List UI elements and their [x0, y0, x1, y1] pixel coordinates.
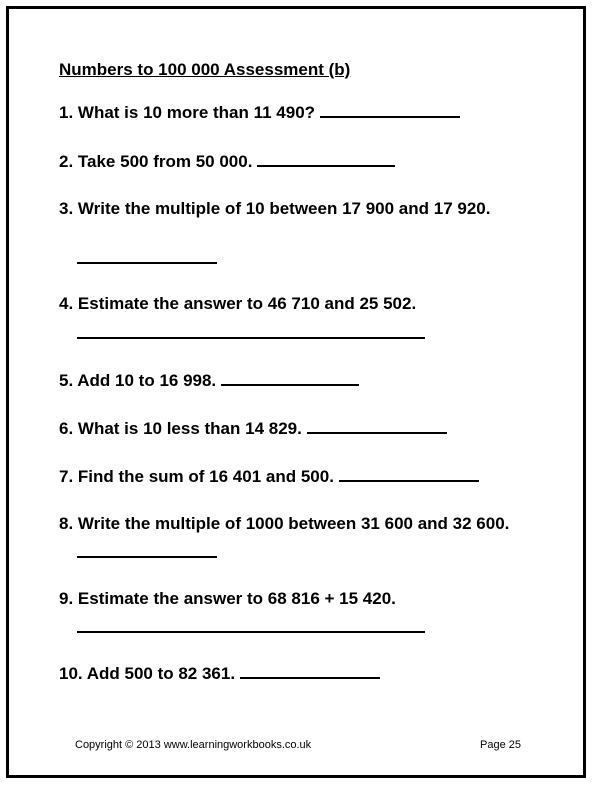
answer-9-blank[interactable]: [77, 631, 425, 633]
answer-10-blank[interactable]: [240, 663, 380, 679]
worksheet-title: Numbers to 100 000 Assessment (b): [59, 60, 351, 79]
question-9: [59, 589, 396, 609]
answer-7-blank[interactable]: [339, 466, 479, 482]
question-6: [59, 418, 447, 439]
answer-6-blank[interactable]: [307, 418, 447, 434]
question-4-text: 4. Estimate the answer to 46 710 and 25 502.: [59, 294, 417, 313]
answer-2-blank[interactable]: [257, 151, 395, 167]
question-1-text: 1. What is 10 more than 11 490?: [59, 103, 320, 122]
question-9-text: 9. Estimate the answer to 68 816 + 15 420.: [59, 589, 396, 608]
question-3-text: 3. Write the multiple of 10 between 17 900 and 17 920.: [59, 199, 491, 218]
question-10-text: 10. Add 500 to 82 361.: [59, 664, 240, 683]
question-6-text: 6. What is 10 less than 14 829.: [59, 419, 307, 438]
question-2: [59, 151, 395, 172]
answer-3-blank[interactable]: [77, 262, 217, 264]
question-10: [59, 663, 380, 684]
question-7: [59, 466, 479, 487]
question-1: [59, 102, 460, 123]
answer-4-blank[interactable]: [77, 337, 425, 339]
answer-8-blank[interactable]: [77, 556, 217, 558]
question-5: [59, 370, 359, 391]
footer-copyright: Copyright © 2013 www.learningworkbooks.co.uk: [75, 739, 312, 751]
question-3: [59, 199, 490, 219]
answer-1-blank[interactable]: [320, 102, 460, 118]
answer-5-blank[interactable]: [221, 370, 359, 386]
question-4: [59, 294, 416, 314]
footer-page-number: Page 25: [480, 739, 521, 751]
question-8: [59, 514, 509, 534]
question-2-text: 2. Take 500 from 50 000.: [59, 152, 258, 171]
question-8-text: 8. Write the multiple of 1000 between 31 600 and 32 600.: [59, 514, 510, 533]
question-5-text: 5. Add 10 to 16 998.: [59, 371, 221, 390]
question-7-text: 7. Find the sum of 16 401 and 500.: [59, 467, 339, 486]
